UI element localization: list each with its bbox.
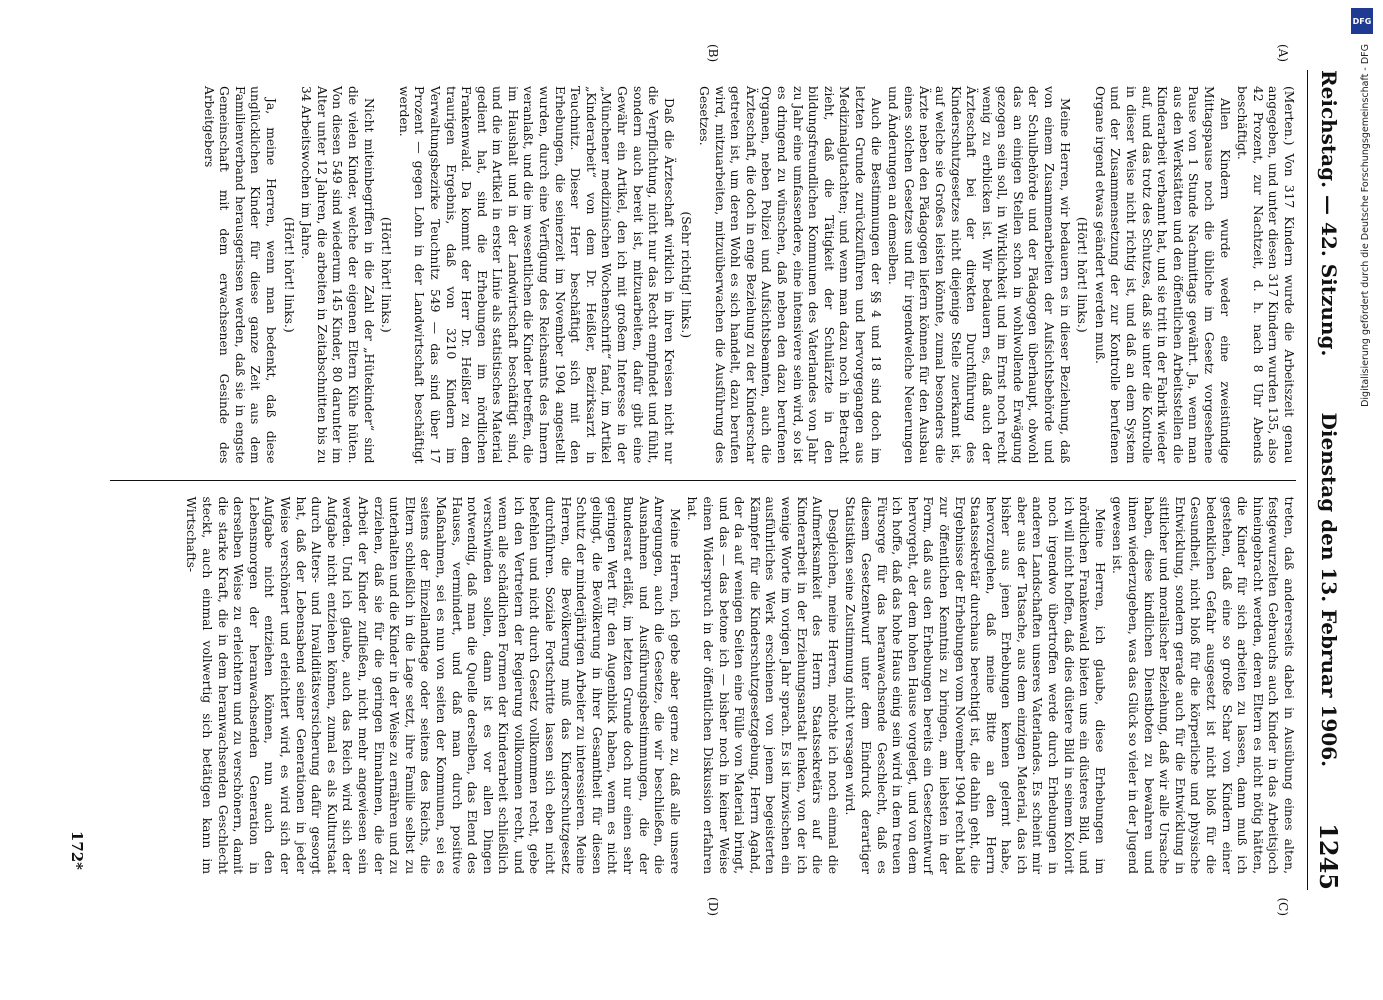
paragraph: Allen Kindern wurde weder eine zweistündige Mittagspause noch die übliche im Gesetz vorgesehene Pause von 1 Stunde Nachmittags gewährt. Ja, wenn man aus den Werkstätten und den öffentlichen Arbeitsstellen die Kinderarbeit verbannt hat, und sie tritt in der Fabrik wieder auf, und das trotz des Schutzes, daß sie unter die Kontrolle in dieser Weise nicht richtig ist, und daß an dem System und der Zusammensetzung der zur Kontrolle berufenen Organe irgend etwas geändert werden muß. bbox=[1092, 86, 1232, 464]
header-date: Dienstag den 13. Februar 1906. bbox=[1317, 412, 1341, 768]
text-columns bbox=[110, 70, 1296, 890]
digitization-footer bbox=[1349, 8, 1375, 992]
paragraph: (Merten.) Von 317 Kindern wurde die Arbeitszeit genau angegeben, und unter diesen 317 Kindern wurden 135, also 42 Prozent, zur Nachtzeit, d. h. nach 8 Uhr Abends beschäftigt. bbox=[1235, 86, 1296, 464]
scanned-page bbox=[40, 30, 1360, 930]
interjection: (Hört! hört! links.) bbox=[1075, 216, 1090, 333]
paragraph: Meine Herren, wir bedauern es in dieser Beziehung, daß von einem Zusammenarbeiten der Aufsichtsbehörde und der Schulbehörde und der Pädagogen überhaupt, obwohl das an einigen Stellen schon in wohlwollende Erwägung gezogen sein soll, in Wirklichkeit und im Ernst noch recht wenig zu erblicken ist. Wir bedauern es, daß auch der Ärzteschaft bei der direkten Durchführung des Kinderschutzgesetzes nicht diejenige Stelle zuerkannt ist, auf welche sie Großes leisten könnte, zumal besonders die Ärzte neben den Pädagogen liefern können für den Ausbau eines solchen Gesetzes und für irgendwelche Neuerungen und Änderungen an demselben. bbox=[886, 86, 1072, 464]
paragraph: Daß die Ärzteschaft wirklich in ihren Kreisen nicht nur die Verpflichtung, nicht nur das Recht empfindet und fühlt, sondern auch bereit ist, mitzuarbeiten, dafür gibt eine Gewähr ein Artikel, den ich mit großem Interesse in der „Münchener medizinischen Wochenschrift“ fand, im Artikel „Kinderarbeit“ von dem Dr. Heißler, Bezirksarzt in Teuchnitz. Dieser Herr beschäftigt sich mit den Erhebungen, die seinerzeit im November 1904 angestellt wurden, durch eine Verfügung des Reichsamts des Innern veranlaßt, und die im wesentlichen die Kinder betreffen, die im Haushalt und in der Landwirtschaft beschäftigt sind, und die im Artikel in erster Linie als statistisches Material gedient hat, sind die Erhebungen im nördlichen Frankenwald. Da kommt der Herr Dr. Heißler zu dem traurigen Ergebnis, daß von 3210 Kindern im Verwaltungsbezirke Teuchnitz 549 — das sind über 17 Prozent — gegen Lohn in der Landwirtschaft beschäftigt werden. bbox=[396, 86, 676, 464]
signature-mark: 172* bbox=[68, 830, 86, 870]
margin-mark-c: (C) bbox=[1276, 897, 1290, 916]
interjection: (Hört! hört! links.) bbox=[379, 216, 394, 333]
paragraph: Meine Herren, ich glaube, diese Erhebungen im nördlichen Frankenwald bieten uns ein düsteres Bild, und ich will nicht hoffen, daß dies düstere Bild in seinem Kolorit noch irgendwo übertroffen werde durch Erhebungen in anderen Landschaften unseres Vaterlandes. Es scheint mir aber aus der Tatsache, aus dem einzigen Material, das ich bisher aus jenen Erhebungen kennen gelernt habe, hervorzugehen, daß meine Bitte an den Herrn Staatssekretär durchaus berechtigt ist, die dahin geht, die Ergebnisse der Erhebungen vom November 1904 recht bald zur öffentlichen Kenntnis zu bringen, am liebsten in der Form, daß aus den Erhebungen bereits ein Gesetzentwurf hervorgeht, der dem hohen Hause vorgelegt, und von dem ich hoffe, daß das hohe Haus einig sein wird in dem treuen Fürsorge für das heranwachsende Geschlecht, daß es diesem Gesetzentwurf unter dem Eindruck derartiger Statistiken seine Zustimmung nicht versagen wird. bbox=[843, 496, 1107, 874]
page-number: 1245 bbox=[1314, 823, 1344, 890]
margin-mark-a: (A) bbox=[1276, 44, 1290, 63]
interjection: (Sehr richtig! links.) bbox=[679, 211, 694, 339]
digitization-credit: Digitalisierung gefördert durch die Deutsche Forschungsgemeinschaft - DFG bbox=[1360, 44, 1371, 407]
paragraph: Meine Herren, ich gebe aber gerne zu, daß alle unsere Anregungen, auch die Gesetze, die wir beschließen, die Ausnahmen und Ausführungsbestimmungen, die der Bundesrat erläßt, im letzten Grunde doch nur einen sehr geringen Wert für den Augenblick haben, wenn es nicht gelingt, die Bevölkerung in ihrer Gesamtheit für diesen Schutz der minderjährigen Arbeiter zu interessieren. Meine Herren, die Bevölkerung muß das Kinderschutzgesetz durchführen. Soziale Fortschritte lassen sich eben nicht befehlen und nicht durch Gesetz vollkommen recht, gebe ich den Vertretern der Regierung vollkommen recht, und wenn alle schädlichen Formen der Kinderarbeit schließlich verschwinden sollen, dann ist es vor allen Dingen notwendig, daß man die Quelle derselben, das Elend des Hauses, vermindert, und daß man durch positive Maßnahmen, sei es nun von seiten der Kommunen, sei es seitens der Einzellandtage oder seitens des Reichs, die Eltern schließlich in die Lage setzt, ihre Familie selbst zu unterhalten und die Kinder in der Weise zu ernähren und zu erziehen, daß sie für die geringen Einnahmen, die der Arbeit der Kinder zufließen, nicht mehr angewiesen sein werden. Und ich glaube, auch das Reich wird sich der Aufgabe nicht entziehen können, zumal es als Kulturstaat durch Alters- und Invaliditätsversicherung dafür gesorgt hat, daß der Lebensabend seiner Generationen in jeder Weise verschönert und erleichtert wird, es wird sich der Aufgabe nicht entziehen können, nun auch den Lebensmorgen der heranwachsenden Generation in derselben Weise zu erleichtern und zu verschönern, damit die starke Kraft, die in dem heranwachsenden Geschlecht steckt, auch einmal vollwertig sich betätigen kann im Wirtschafts- bbox=[184, 496, 682, 874]
paragraph: Ja, meine Herren, wenn man bedenkt, daß diese unglücklichen Kinder für diese ganze Zeit aus dem Familienverband herausgerissen werden, daß sie in engste Gemeinschaft mit dem erwachsenen Gesinde des Arbeitgebers bbox=[201, 86, 278, 464]
page-header bbox=[1307, 70, 1350, 890]
dfg-logo-icon: DFG bbox=[1351, 8, 1373, 34]
paragraph: Nicht miteinbegriffen in die Zahl der „Hütekinder“ sind die vielen Kinder, welche der eigenen Eltern Kühe hüten. Von diesen 549 sind wiederum 145 Kinder, 80 darunter im Alter unter 12 Jahren, die arbeiten in Zeitabschnitten bis zu 34 Arbeitswochen im Jahre. bbox=[299, 86, 376, 464]
header-session: Reichstag. — 42. Sitzung. bbox=[1317, 70, 1341, 357]
paragraph: Auch die Bestimmungen der §§ 4 und 18 sind doch im letzten Grunde zurückzuführen und hervorgegangen aus Medizinalgutachten; und wenn man dazu noch in Betracht zieht, daß die Tätigkeit der Schulärzte in den bildungsfreundlichen Kommunen des Vaterlandes von Jahr zu Jahr eine umfassendere, eine intensivere sein wird, so ist es dringend zu wünschen, daß neben den dazu berufenen Organen, neben Polizei und Aufsichtsbeamten, auch die Ärzteschaft, die doch in enge Beziehung zu der Kinderschar getreten ist, um deren Wohl es sich handelt, dazu berufen wird, mitzuarbeiten, mitzuüberwachen die Ausführung des Gesetzes. bbox=[697, 86, 883, 464]
interjection: (Hört! hört! links.) bbox=[281, 216, 296, 333]
paragraph: treten, daß andererseits dabei in Ausübung eines alten, festgewurzelten Gebrauchs auch Kinder in das Arbeitsjoch hineingebracht werden, deren Eltern es nicht nötig hätten, die Kinder für sich arbeiten zu lassen, dann muß ich gestehen, daß eine so große Schar von Kindern einer bedenklichen Gefahr ausgesetzt ist nicht bloß für die Gesundheit, nicht bloß für die körperliche und physische Entwicklung, sondern gerade auch für die Entwicklung in sittlicher und moralischer Beziehung, daß wir alle Ursache haben, diese kindlichen Dienstboten zu bewahren und ihnen wiederzugeben, was das Glück so vieler in der Jugend gewesen ist. bbox=[1110, 496, 1296, 874]
column-left bbox=[110, 70, 1296, 480]
paragraph: Desgleichen, meine Herren, möchte ich noch einmal die Aufmerksamkeit des Herrn Staatssekretärs auf die Kinderarbeit in der Erziehungsanstalt lenken, von der ich wenige Worte im vorigen Jahr sprach. Es ist inzwischen ein ausführliches Werk erschienen von jenem begeisterten Kämpfer für die Kinderschutzgesetzgebung, Herrn Agahd, der da auf wenigen Seiten eine Fülle von Material bringt, und das — das betone ich — bisher noch in keiner Weise einen Widerspruch in der öffentlichen Diskussion erfahren hat. bbox=[685, 496, 840, 874]
margin-mark-d: (D) bbox=[706, 897, 720, 916]
margin-mark-b: (B) bbox=[706, 44, 720, 63]
column-right bbox=[110, 480, 1296, 891]
